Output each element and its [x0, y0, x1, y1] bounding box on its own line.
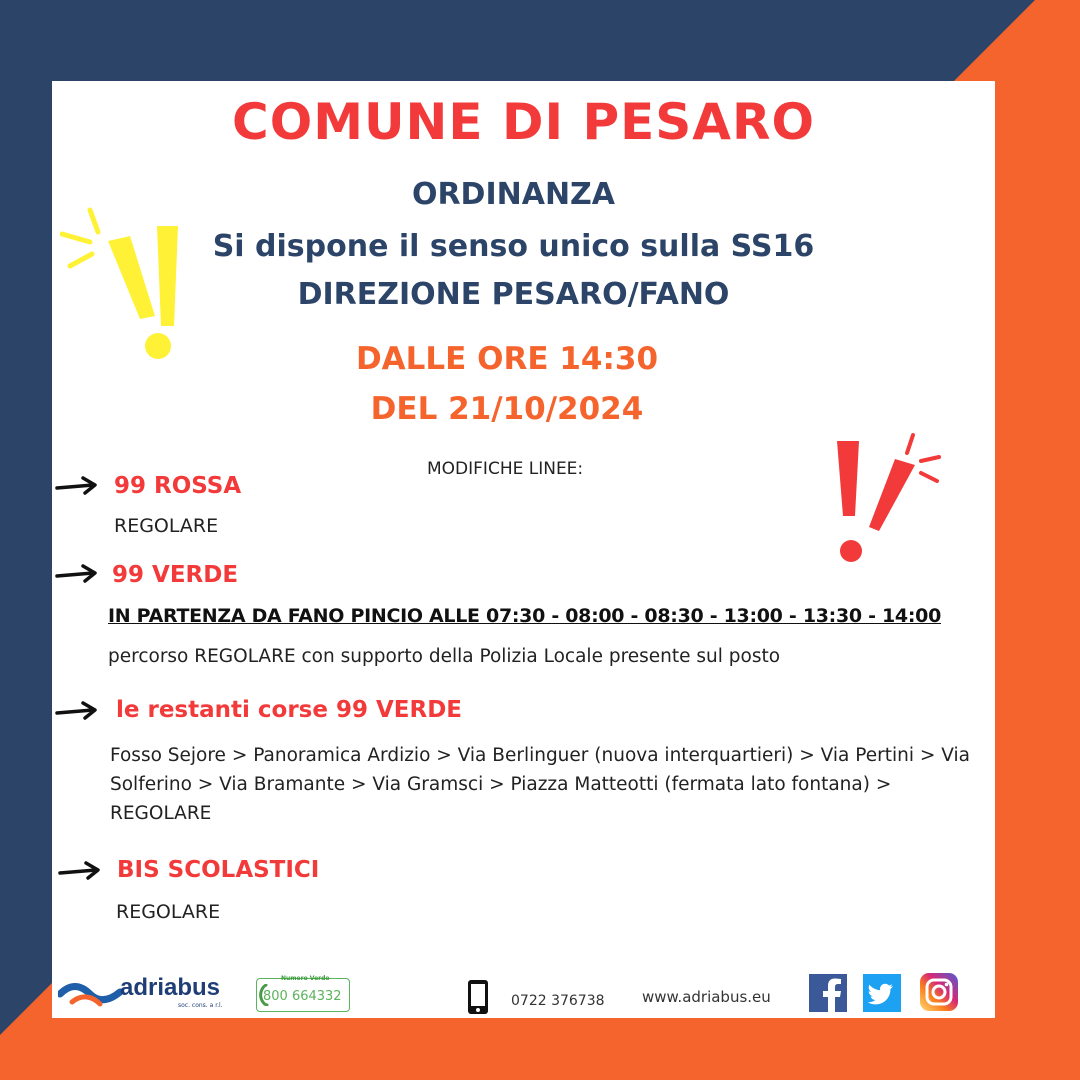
section-text-99-rossa: REGOLARE	[114, 515, 219, 537]
phone-number[interactable]: 0722 376738	[511, 993, 605, 1009]
logo-text: adriabus	[120, 974, 221, 1001]
section-text-bis-scolastici: REGOLARE	[116, 901, 221, 923]
arrow-icon	[55, 563, 99, 585]
notice-card	[52, 81, 995, 1018]
ordinance-direction: DIREZIONE PESARO/FANO	[297, 277, 730, 312]
page-title: COMUNE DI PESARO	[232, 93, 815, 151]
arrow-icon	[58, 860, 102, 882]
adriabus-logo	[58, 974, 233, 1014]
numero-verde-box[interactable]	[256, 975, 350, 1012]
section-title-bis-scolastici: BIS SCOLASTICI	[117, 857, 320, 883]
start-date: DEL 21/10/2024	[370, 391, 644, 427]
exclamation-red-icon	[827, 431, 947, 571]
numero-verde-number: 800 664332	[263, 989, 342, 1004]
wave-logo-icon	[58, 980, 122, 1010]
section-title-restanti-corse: le restanti corse 99 VERDE	[116, 697, 463, 723]
section-text-restanti-corse: Fosso Sejore > Panoramica Ardizio > Via Berlinguer (nuova interquartieri) > Via Pertini > Via Solferino > Via Bramante > Via Gramsci > Piazza Matteotti (fermata lato fontana) > REGOLARE	[110, 745, 970, 824]
arrow-icon	[55, 700, 99, 722]
logo-subtext: soc. cons. a r.l.	[178, 1002, 223, 1009]
arrow-icon	[55, 475, 99, 497]
ordinance-description: Si dispone il senso unico sulla SS16	[212, 229, 815, 264]
section-text-99-verde: percorso REGOLARE con supporto della Polizia Locale presente sul posto	[108, 646, 781, 667]
website-link[interactable]: www.adriabus.eu	[642, 988, 771, 1006]
section-title-99-verde: 99 VERDE	[112, 562, 239, 588]
phone-icon	[466, 979, 490, 1015]
departure-times: IN PARTENZA DA FANO PINCIO ALLE 07:30 - 08:00 - 08:30 - 13:00 - 13:30 - 14:00	[108, 605, 941, 627]
instagram-icon[interactable]	[920, 973, 958, 1011]
exclamation-yellow-icon	[60, 206, 190, 366]
facebook-icon[interactable]	[809, 974, 847, 1012]
start-time: DALLE ORE 14:30	[355, 341, 659, 377]
ordinance-label: ORDINANZA	[411, 177, 616, 212]
section-title-99-rossa: 99 ROSSA	[114, 473, 242, 499]
numero-verde-label: Numero Verde	[281, 975, 330, 982]
twitter-icon[interactable]	[863, 974, 901, 1012]
modifiche-label: MODIFICHE LINEE:	[427, 459, 584, 479]
